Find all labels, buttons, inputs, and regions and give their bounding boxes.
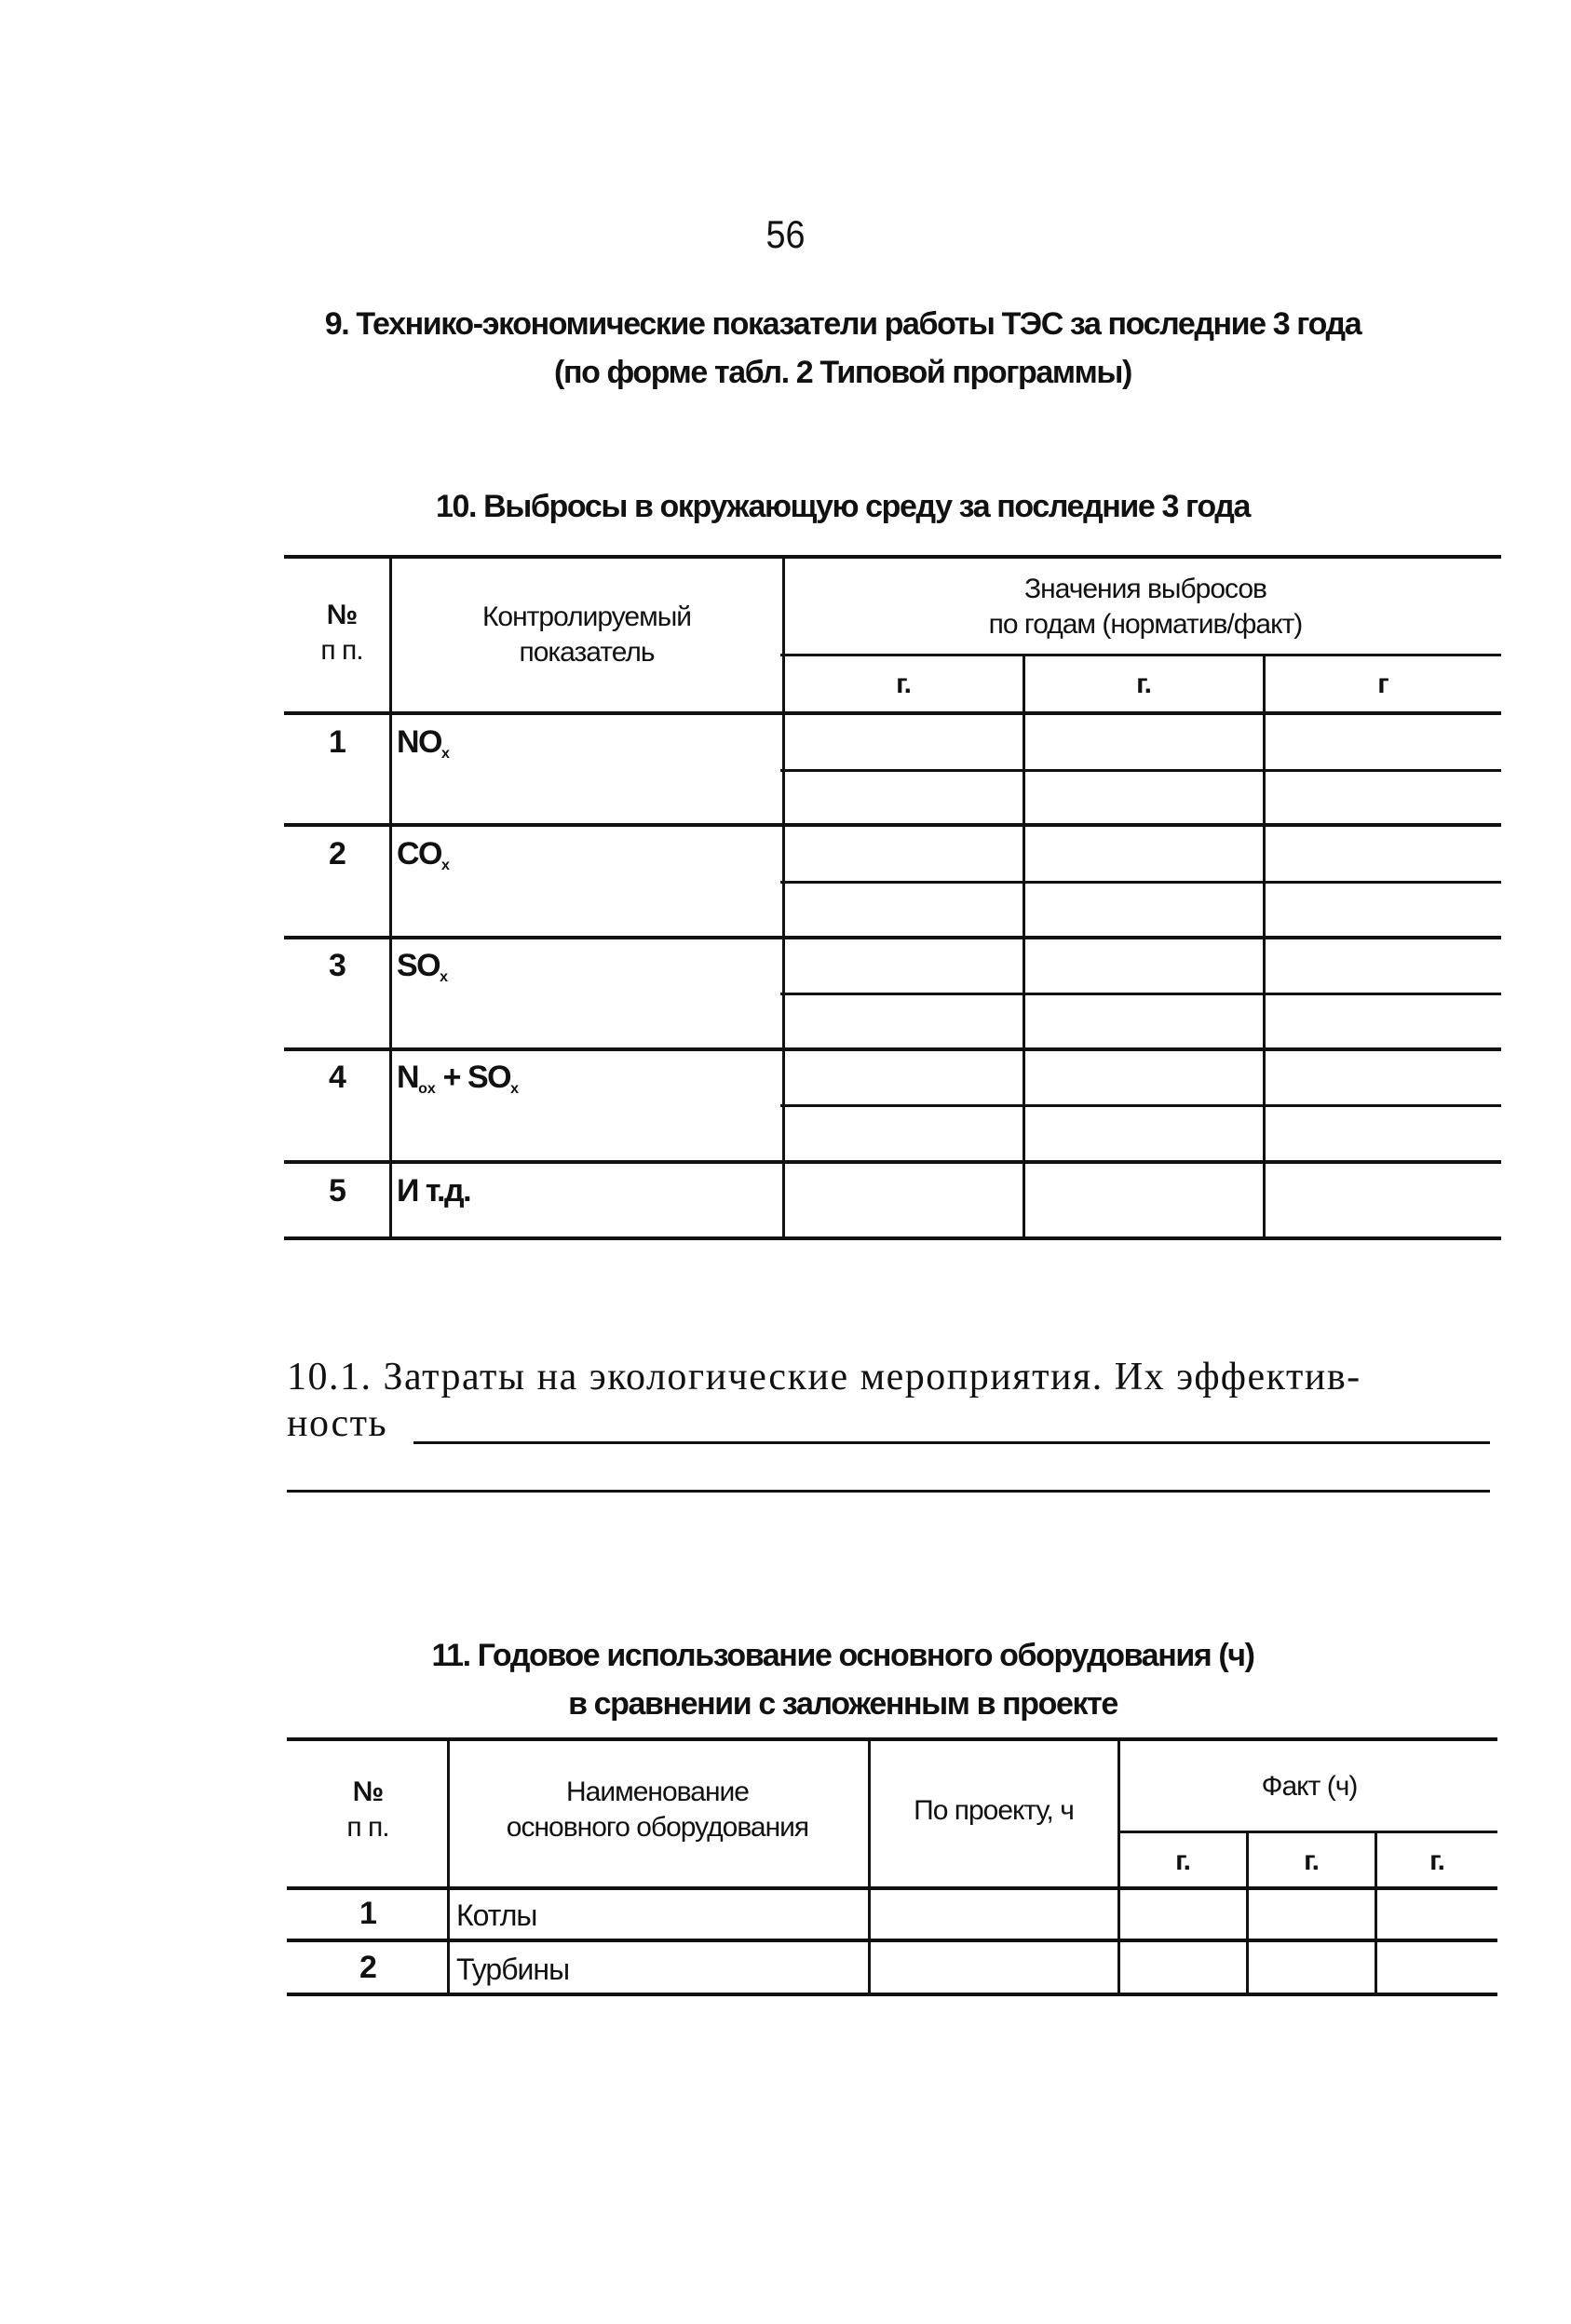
section-9-title-line1: 9. Технико-экономические показатели работы ТЭС за последние 3 года xyxy=(324,306,1361,342)
indicator-text: N xyxy=(397,1060,419,1095)
header-values-line1: Значения выбросов xyxy=(1024,574,1266,604)
indicator-text: SO xyxy=(397,948,440,983)
table-rule xyxy=(284,711,1501,715)
table-rule xyxy=(287,1886,1497,1890)
table-rule xyxy=(284,936,1501,939)
indicator-etc xyxy=(397,1173,470,1209)
table-rule xyxy=(284,1047,1501,1051)
header-no-label: п п. xyxy=(346,1812,389,1843)
table-rule xyxy=(389,557,392,1236)
header-indicator-line1: Контролируемый xyxy=(481,601,692,632)
section-9-title xyxy=(233,300,1453,397)
fill-in-line xyxy=(287,1490,1490,1493)
header-no xyxy=(300,598,384,669)
table-rule xyxy=(1117,1831,1497,1833)
table-rule xyxy=(780,881,1501,884)
year-label: г. xyxy=(1136,669,1151,699)
section-11-title-line1: 11. Годовое использование основного оборудования (ч) xyxy=(431,1638,1254,1673)
indicator-text: И т.д. xyxy=(397,1173,471,1209)
row-number: 2 xyxy=(359,1950,376,1985)
header-values-line2: по годам (норматив/факт) xyxy=(988,609,1303,640)
table-rule xyxy=(284,1236,1501,1240)
row-number: 2 xyxy=(329,836,345,872)
row-number: 1 xyxy=(329,724,345,760)
year-label: г xyxy=(1377,669,1388,699)
indicator-subscript: x xyxy=(440,969,449,985)
header-no-symbol: № xyxy=(352,1777,384,1807)
table-rule xyxy=(782,557,785,1236)
section-10-1-line2: ность xyxy=(287,1402,388,1445)
indicator-subscript: x xyxy=(441,858,450,873)
table-rule xyxy=(287,1737,1497,1741)
indicator-cox xyxy=(397,836,450,884)
table-rule xyxy=(287,1993,1497,1996)
header-values xyxy=(801,572,1490,642)
year-label: г. xyxy=(1304,1845,1319,1876)
row-number: 4 xyxy=(329,1060,345,1095)
row-number: 1 xyxy=(359,1896,376,1931)
table-rule xyxy=(1023,655,1025,1236)
table-rule xyxy=(780,654,1501,656)
header-no-label: п п. xyxy=(320,635,363,666)
table-rule xyxy=(284,1160,1501,1164)
indicator-subscript: ox xyxy=(418,1081,436,1097)
equipment-turbines: Турбины xyxy=(456,1952,570,1986)
header-indicator-line2: показатель xyxy=(519,637,655,668)
section-9-title-line2: (по форме табл. 2 Типовой программы) xyxy=(554,355,1131,390)
header-name-line2: основного оборудования xyxy=(506,1812,809,1843)
indicator-suffix: + SO xyxy=(435,1060,511,1095)
year-label: г. xyxy=(1429,1845,1444,1876)
indicator-nox xyxy=(397,724,450,772)
indicator-subscript: x xyxy=(441,746,450,762)
fill-in-line xyxy=(413,1441,1490,1444)
section-11-title-line2: в сравнении с заложенным в проекте xyxy=(568,1686,1117,1722)
row-number: 5 xyxy=(329,1173,345,1209)
header-fact: Факт (ч) xyxy=(1261,1771,1358,1802)
indicator-text: NO xyxy=(397,724,441,760)
table-rule xyxy=(780,769,1501,772)
header-no-symbol: № xyxy=(326,600,358,630)
section-11-title xyxy=(233,1631,1453,1728)
equipment-boilers: Котлы xyxy=(456,1898,537,1932)
table-rule xyxy=(284,823,1501,827)
table-rule xyxy=(287,1939,1497,1942)
year-label: г. xyxy=(1175,1845,1190,1876)
table-rule xyxy=(868,1739,871,1993)
row-number: 3 xyxy=(329,948,345,983)
header-indicator xyxy=(410,600,764,670)
indicator-nox-sox xyxy=(397,1060,519,1107)
table-rule xyxy=(1263,655,1266,1236)
indicator-sox xyxy=(397,948,448,995)
indicator-suffix-subscript: x xyxy=(510,1081,520,1097)
header-equipment-name xyxy=(456,1775,859,1845)
header-no xyxy=(317,1775,419,1845)
indicator-text: CO xyxy=(397,836,441,872)
section-10-title: 10. Выбросы в окружающую среду за последние 3 года xyxy=(436,489,1250,524)
table-rule xyxy=(780,993,1501,995)
section-10-1-line1: 10.1. Затраты на экологические мероприятия. Их эффектив- xyxy=(287,1356,1361,1398)
header-name-line1: Наименование xyxy=(566,1777,749,1807)
page-number: 56 xyxy=(765,212,806,256)
year-label: г. xyxy=(896,669,911,699)
table-rule xyxy=(284,555,1501,559)
table-rule xyxy=(447,1739,450,1993)
table-rule xyxy=(780,1104,1501,1107)
header-project: По проекту, ч xyxy=(914,1795,1074,1826)
